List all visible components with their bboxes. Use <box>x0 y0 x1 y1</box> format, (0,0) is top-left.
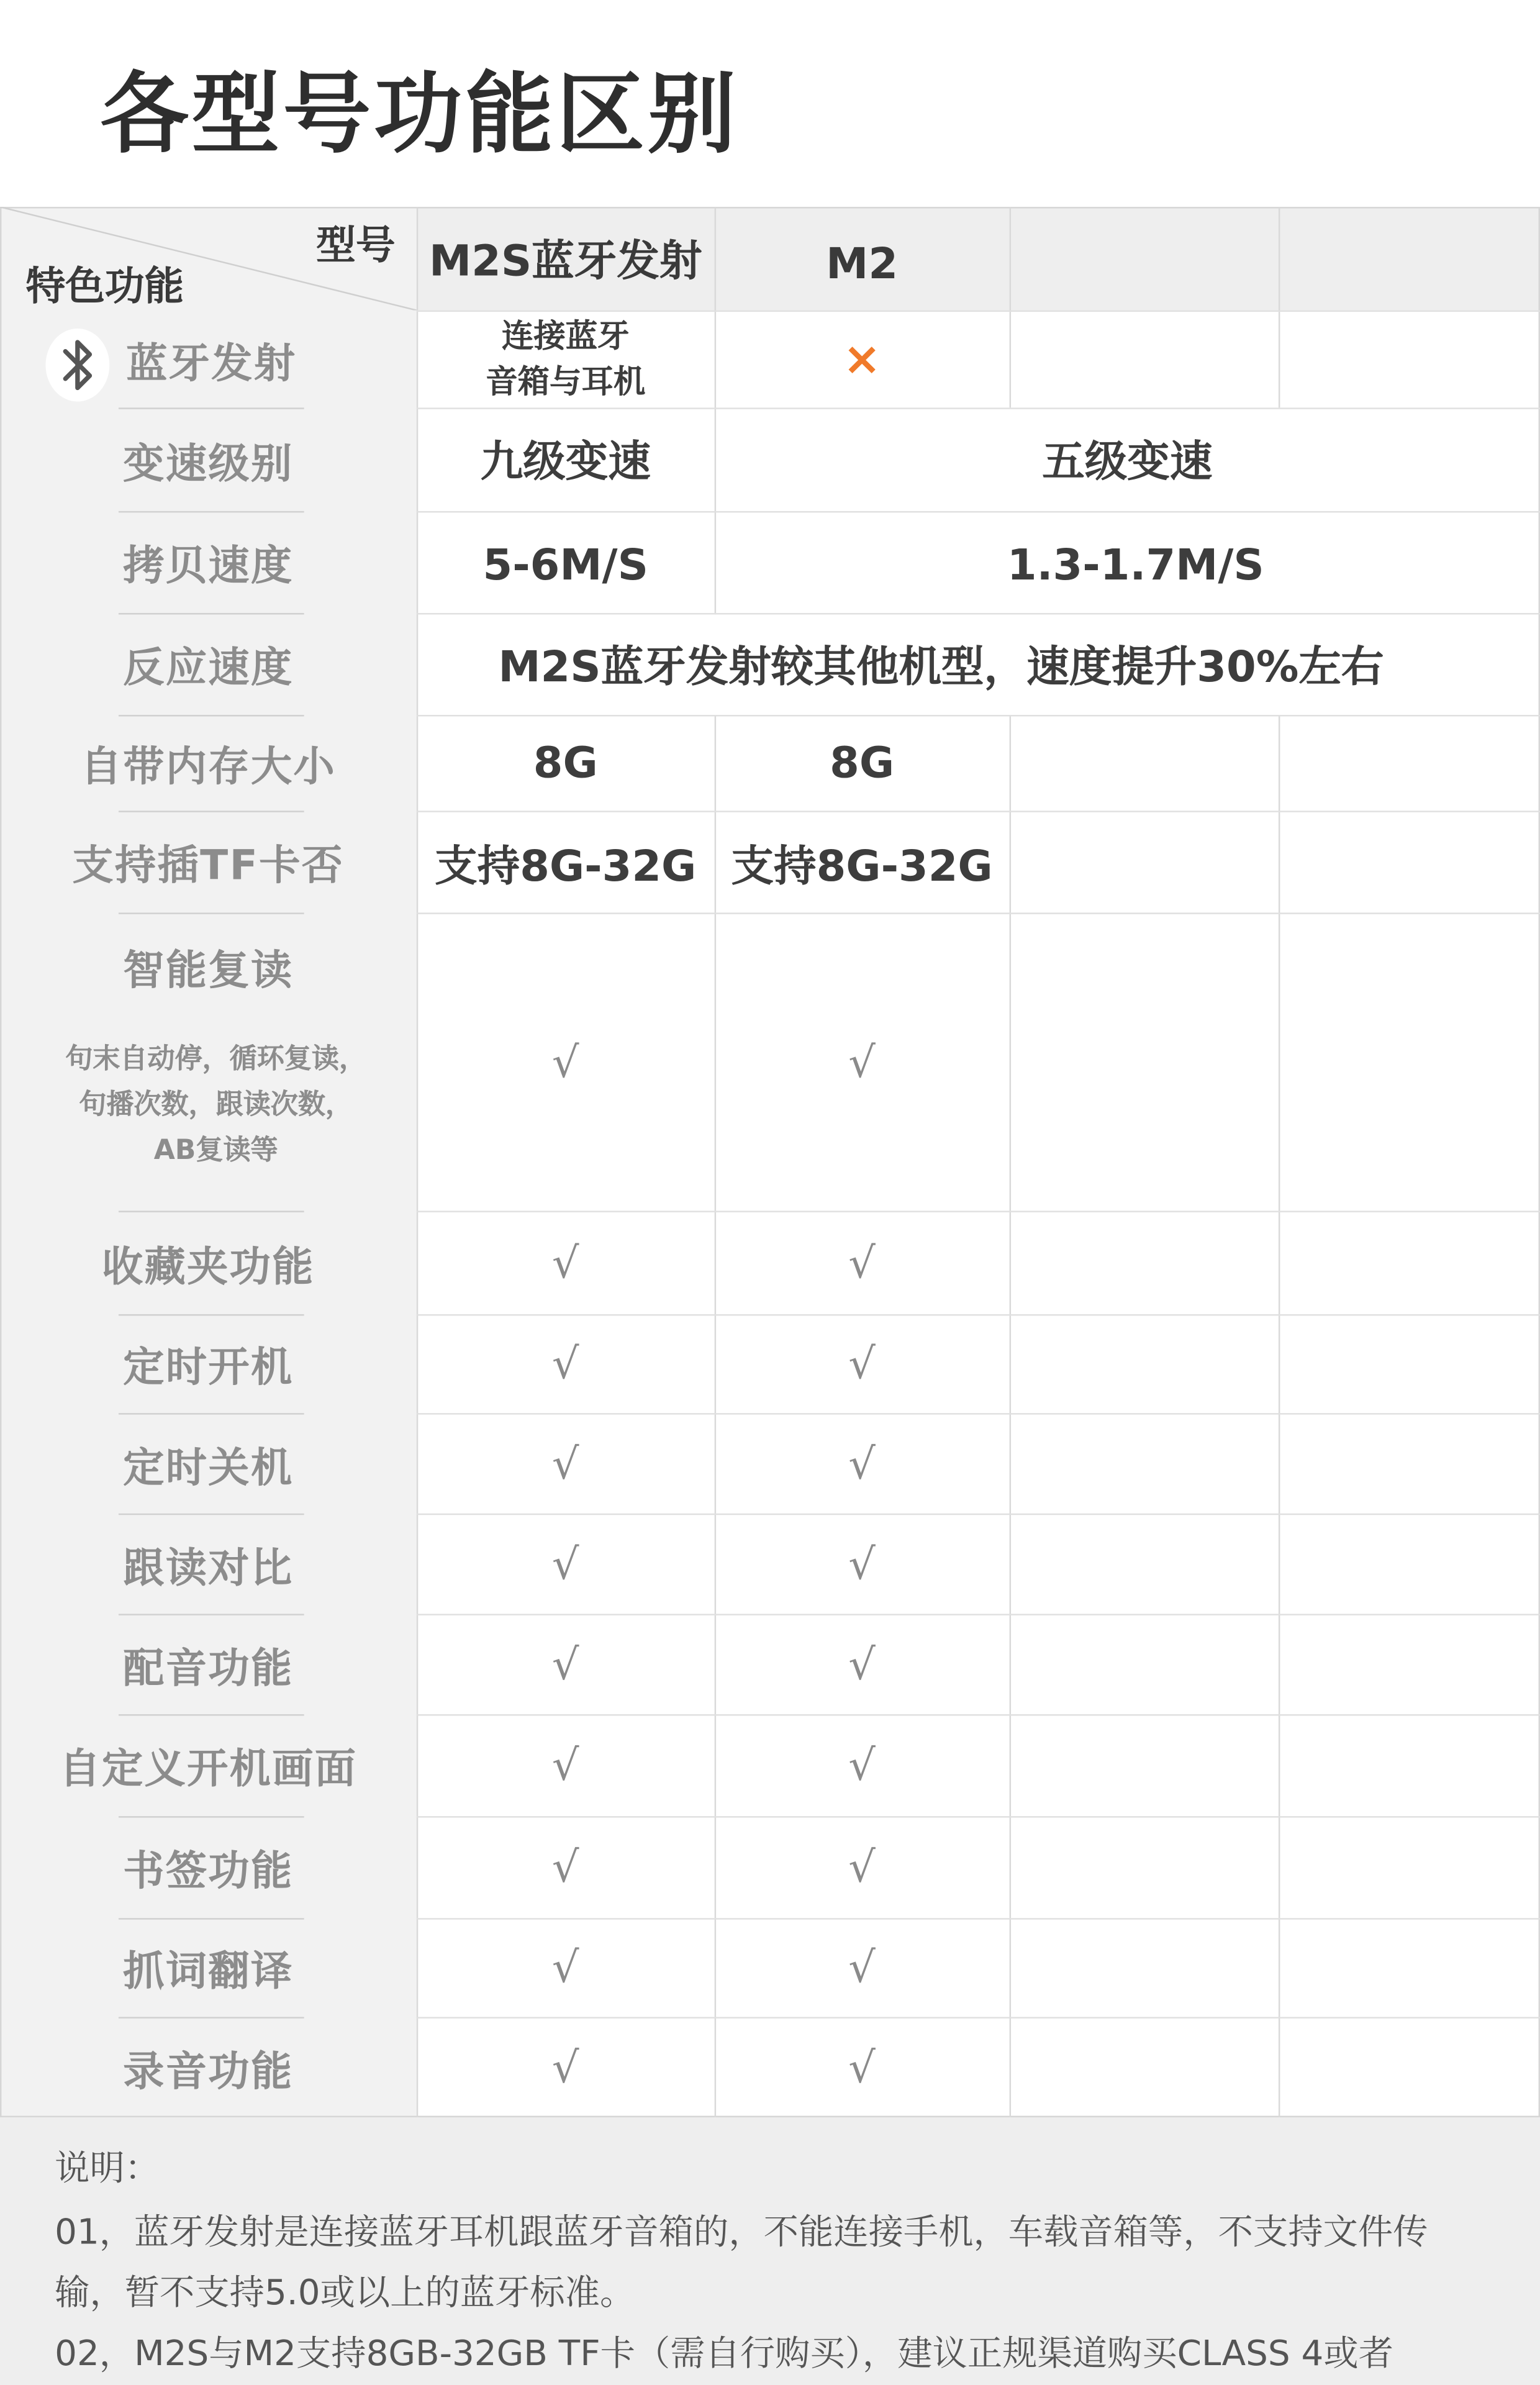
speed-m2s-value: 九级变速 <box>480 436 651 487</box>
storage-m2s-value: 8G <box>533 737 598 788</box>
feature-translate: 抓词翻译 <box>123 1948 294 1996</box>
feature-response: 反应速度 <box>123 645 294 693</box>
cross-icon: × <box>843 332 881 386</box>
check-icon: √ <box>551 1842 579 1892</box>
check-icon: √ <box>551 1438 579 1489</box>
feature-dubbing: 配音功能 <box>123 1645 294 1692</box>
check-icon: √ <box>848 1638 876 1689</box>
check-icon: √ <box>848 1842 876 1892</box>
check-icon: √ <box>551 1942 579 1993</box>
check-icon: √ <box>848 1237 876 1288</box>
repeat-desc-line: 句末自动停，循环复读， <box>65 1043 367 1076</box>
column-divider <box>1010 715 1011 2117</box>
response-value: M2S蓝牙发射较其他机型，速度提升30%左右 <box>498 641 1384 692</box>
check-icon: √ <box>848 1740 876 1791</box>
feature-compare: 跟读对比 <box>123 1544 294 1592</box>
check-icon: √ <box>551 1036 579 1087</box>
tf-m2-value: 支持8G-32G <box>731 841 993 892</box>
notes-line: 输，暂不支持5.0或以上的蓝牙标准。 <box>55 2274 635 2314</box>
feature-corner-label: 特色功能 <box>25 263 184 310</box>
notes-label: 说明： <box>55 2149 160 2189</box>
feature-repeat: 智能复读 <box>123 947 294 994</box>
feature-bluetooth: 蓝牙发射 <box>126 340 297 388</box>
feature-copy-speed: 拷贝速度 <box>123 543 294 591</box>
check-icon: √ <box>848 2042 876 2092</box>
column-divider <box>1279 715 1280 2117</box>
model-empty-header <box>1279 207 1540 311</box>
feature-record: 录音功能 <box>123 2048 294 2096</box>
check-icon: √ <box>551 1538 579 1589</box>
feature-timer-on: 定时开机 <box>123 1344 294 1392</box>
model-corner-label: 型号 <box>316 222 396 269</box>
feature-custom-boot: 自定义开机画面 <box>59 1746 358 1794</box>
check-icon: √ <box>848 1036 876 1087</box>
model-empty-header <box>1010 207 1279 311</box>
check-icon: √ <box>848 1438 876 1489</box>
feature-separator <box>119 912 304 914</box>
tf-m2s-value: 支持8G-32G <box>435 841 697 892</box>
copy-other-value: 1.3-1.7M/S <box>1007 539 1264 589</box>
feature-storage: 自带内存大小 <box>80 743 337 791</box>
feature-favorites: 收藏夹功能 <box>102 1243 315 1291</box>
check-icon: √ <box>551 1740 579 1791</box>
model-m2-header: M2 <box>826 238 899 289</box>
speed-other-value: 五级变速 <box>1042 436 1213 487</box>
feature-speed-level: 变速级别 <box>123 440 294 488</box>
check-icon: √ <box>551 1338 579 1389</box>
model-m2s-header: M2S蓝牙发射 <box>428 235 702 286</box>
repeat-desc-line: 句播次数，跟读次数， <box>79 1089 353 1121</box>
feature-tf: 支持插TF卡否 <box>72 842 345 890</box>
bt-m2s-value: 连接蓝牙 <box>501 317 630 354</box>
copy-m2s-value: 5-6M/S <box>482 539 648 589</box>
check-icon: √ <box>848 1338 876 1389</box>
check-icon: √ <box>551 1638 579 1689</box>
repeat-desc-line: AB复读等 <box>153 1134 278 1167</box>
feature-bookmark: 书签功能 <box>123 1848 294 1896</box>
storage-m2-value: 8G <box>830 737 895 788</box>
check-icon: √ <box>551 1237 579 1288</box>
check-icon: √ <box>551 2042 579 2092</box>
feature-timer-off: 定时关机 <box>123 1444 294 1492</box>
notes-line: 02，M2S与M2支持8GB-32GB TF卡（需自行购买），建议正规渠道购买CLASS 4或者 <box>55 2335 1394 2374</box>
page-title: 各型号功能区别 <box>100 62 739 166</box>
notes-line: 01，蓝牙发射是连接蓝牙耳机跟蓝牙音箱的，不能连接手机，车载音箱等，不支持文件传 <box>55 2213 1428 2253</box>
check-icon: √ <box>848 1538 876 1589</box>
bluetooth-icon <box>45 329 109 402</box>
check-icon: √ <box>848 1942 876 1993</box>
bt-m2s-value: 音箱与耳机 <box>486 363 646 399</box>
